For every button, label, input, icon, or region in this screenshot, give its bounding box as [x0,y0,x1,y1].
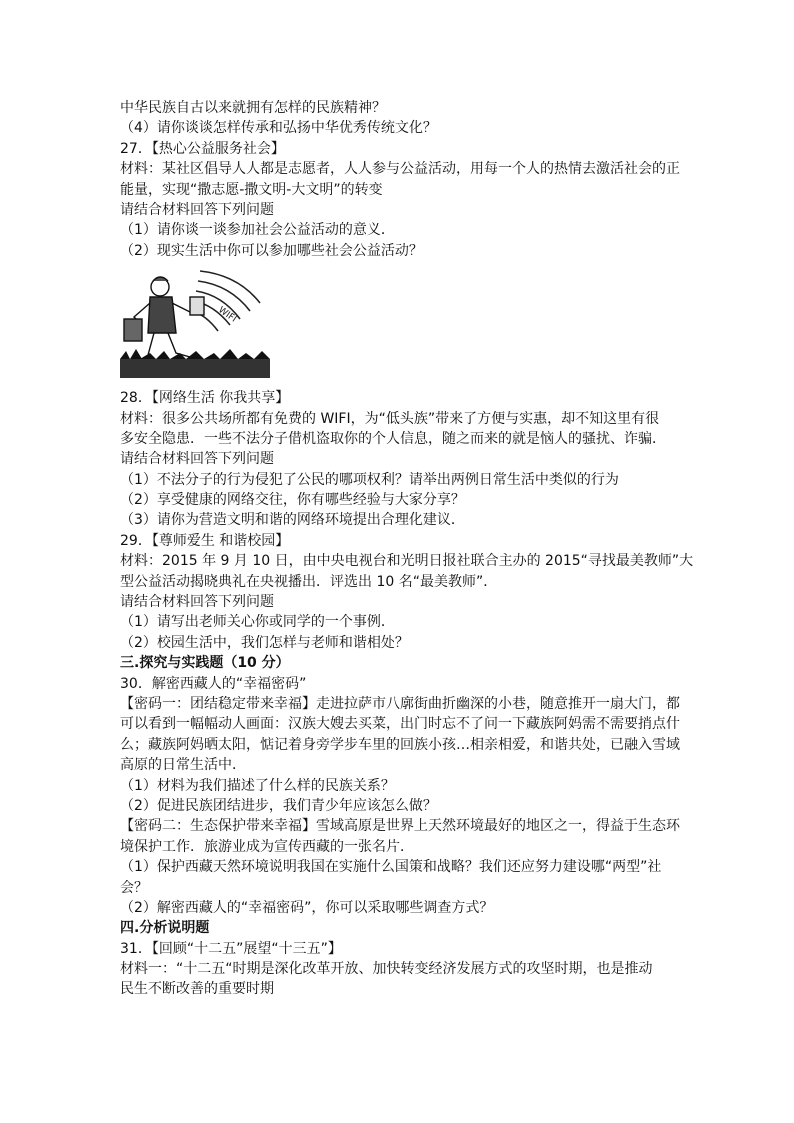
question-28-title: 28．【网络生活 你我共享】 [120,390,290,407]
text-line: 能量，实现“撒志愿-撒文明-大文明”的转变 [120,181,383,198]
text-line: 中华民族自古以来就拥有怎样的民族精神？ [120,100,386,116]
text-line: 【密码二：生态保护带来幸福】雪域高原是世界上天然环境最好的地区之一，得益于生态环 [120,818,680,835]
text-line: （2）享受健康的网络交往，你有哪些经验与大家分享？ [120,492,465,509]
text-line: 会？ [120,879,148,896]
text-line: 型公益活动揭晓典礼在央视播出．评选出 10 名“最美教师”． [120,573,498,590]
question-27-title: 27．【热心公益服务社会】 [120,140,285,157]
text-line: （1）保护西藏天然环境说明我国在实施什么国策和战略？我们还应努力建设哪“两型”社 [120,859,662,876]
text-line: 材料一：“十二五“时期是深化改革开放、加快转变经济发展方式的攻坚时期，也是推动 [120,961,653,978]
text-line: 【密码一：团结稳定带来幸福】走进拉萨市八廓街曲折幽深的小巷，随意推开一扇大门，都 [120,695,680,712]
text-line: （2）校园生活中，我们怎样与老师和谐相处？ [120,634,409,651]
text-line: 请结合材料回答下列问题 [120,451,274,468]
text-line: （1）请写出老师关心你或同学的一个事例． [120,614,395,631]
text-line: 么；藏族阿妈晒太阳，惦记着身旁学步车里的回族小孩…相亲相爱，和谐共处，已融入雪域 [120,736,680,753]
text-line: 材料：某社区倡导人人都是志愿者，人人参与公益活动，用每一个人的热情去激活社会的正 [120,161,680,178]
text-line: （4）请你谈谈怎样传承和弘扬中华优秀传统文化？ [120,120,437,137]
text-line: 可以看到一幅幅动人画面：汉族大嫂去买菜，出门时忘不了问一下藏族阿妈需不需要捎点什 [120,716,680,733]
text-line: 境保护工作．旅游业成为宣传西藏的一张名片． [120,838,414,855]
text-line: 民生不断改善的重要时期 [120,981,274,998]
section-4-heading: 四.分析说明题 [120,920,210,937]
question-29-title: 29．【尊师爱生 和谐校园】 [120,532,290,549]
question-31-title: 31．【回顾“十二五”展望“十三五”】 [120,940,342,957]
text-line: 高原的日常生活中． [120,757,246,774]
section-3-heading: 三.探究与实践题（10 分） [120,655,290,672]
text-line: （1）材料为我们描述了什么样的民族关系？ [120,777,395,794]
text-line: （1）请你谈一谈参加社会公益活动的意义． [120,222,395,239]
text-line: （3）请你为营造文明和谐的网络环境提出合理化建议． [120,512,465,529]
text-line: 材料：很多公共场所都有免费的 WIFI，为“低头族”带来了方便与实惠，却不知这里有很 [120,410,660,427]
text-line: （2）促进民族团结进步，我们青少年应该怎么做？ [120,797,437,814]
text-line: （2）解密西藏人的“幸福密码”，你可以采取哪些调查方式？ [120,899,494,916]
wifi-cartoon-illustration [120,263,270,378]
question-30-title: 30．解密西藏人的“幸福密码” [120,675,307,692]
text-line: 请结合材料回答下列问题 [120,201,274,218]
text-line: 请结合材料回答下列问题 [120,594,274,611]
text-line: （2）现实生活中你可以参加哪些社会公益活动？ [120,242,423,259]
text-line: 材料：2015 年 9 月 10 日，由中央电视台和光明日报社联合主办的 2015“寻找最美教师”大 [120,553,694,570]
document-body [120,98,694,1000]
text-line: 多安全隐患．一些不法分子借机盗取你的个人信息，随之而来的就是恼人的骚扰、诈骗． [120,430,666,447]
svg-text:WIFI: WIFI [216,305,238,325]
text-line: （1）不法分子的行为侵犯了公民的哪项权利？请举出两例日常生活中类似的行为 [120,471,619,488]
